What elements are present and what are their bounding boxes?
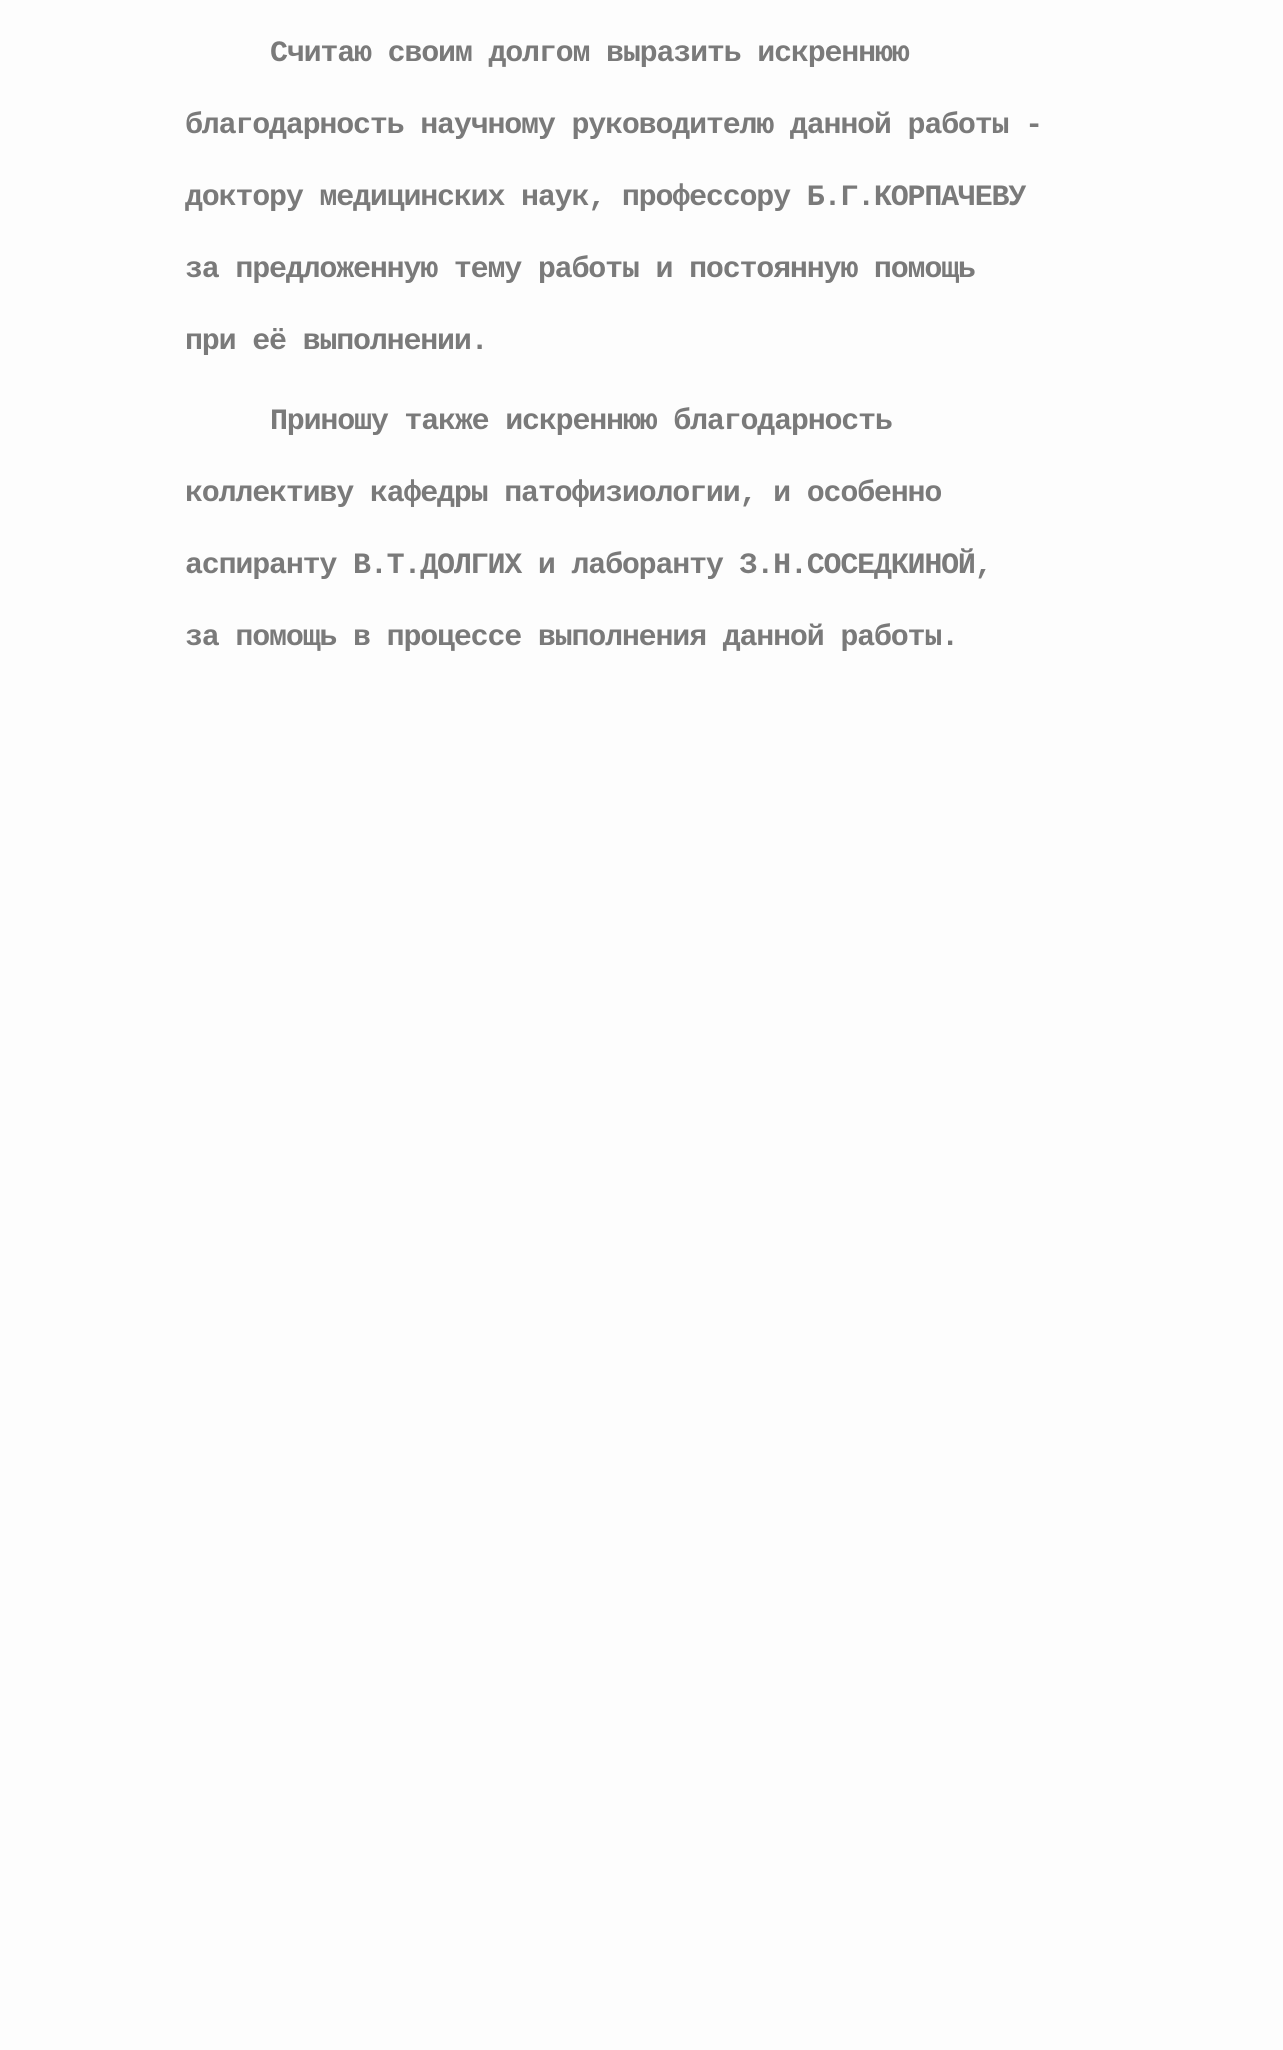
text-line: за помощь в процессе выполнения данной работы. [185,621,958,655]
text-line: Приношу также искреннюю благодарность [270,405,892,439]
text-line: при её выполнении. [185,325,488,359]
text-line: аспиранту В.Т.ДОЛГИХ и лаборанту З.Н.СОСЕДКИНОЙ, [185,549,992,583]
text-line: Считаю своим долгом выразить искреннюю [270,37,909,71]
text-line: за предложенную тему работы и постоянную помощь [185,253,975,287]
text-line: коллективу кафедры патофизиологии, и особенно [185,477,942,511]
acknowledgement-paragraph-1 [185,18,1125,378]
text-line: доктору медицинских наук, профессору Б.Г.КОРПАЧЕВУ [185,181,1026,215]
acknowledgement-text [185,18,1125,674]
text-line: благодарность научному руководителю данной работы - [185,109,1042,143]
acknowledgement-paragraph-2 [185,386,1125,674]
